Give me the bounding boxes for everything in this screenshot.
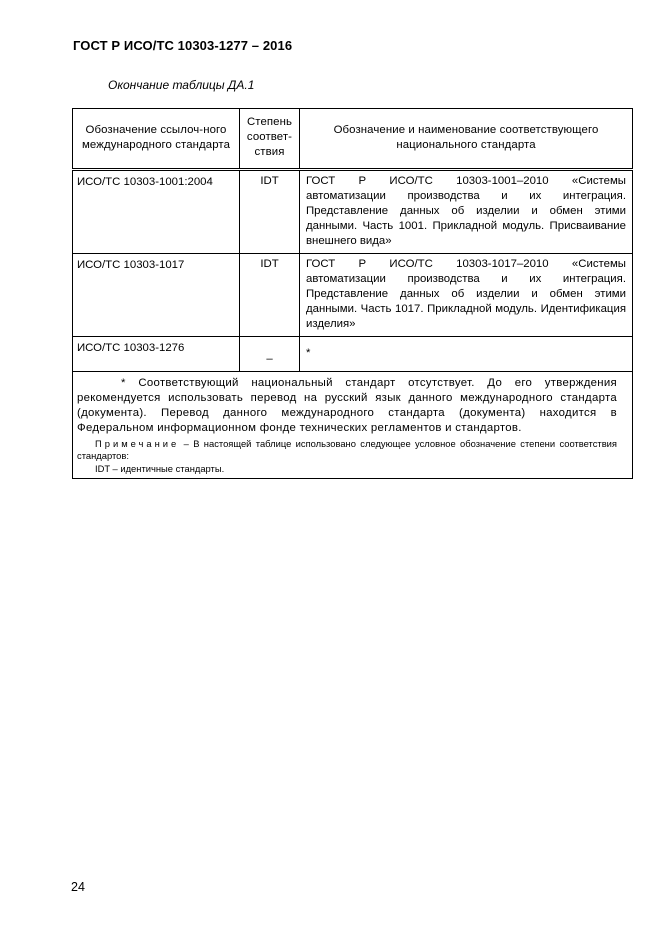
note-label: Примечание bbox=[95, 437, 180, 449]
table-row bbox=[73, 253, 633, 336]
cell-degree: IDT bbox=[240, 253, 300, 336]
cell-national-standard: ГОСТ Р ИСО/ТС 10303-1017–2010 «Системы автоматизации производства и их интеграция. Представление данных об изделии и обмен этими данными. Часть 1017. Прикладной модуль. Идентификация изделия» bbox=[300, 253, 633, 336]
table-row bbox=[73, 169, 633, 253]
cell-international-standard: ИСО/ТС 10303-1001:2004 bbox=[73, 169, 240, 253]
table-footnote-row bbox=[73, 371, 633, 479]
standards-table bbox=[72, 108, 633, 479]
footnote-cell bbox=[73, 371, 633, 479]
column-header-international: Обозначение ссылоч-ного международного стандарта bbox=[73, 109, 240, 170]
table-row bbox=[73, 336, 633, 371]
table-header-row bbox=[73, 109, 633, 170]
note-text: – В настоящей таблице использовано следующее условное обозначение степени соответствия стандартов: bbox=[77, 437, 617, 462]
column-header-national: Обозначение и наименование соответствующего национального стандарта bbox=[300, 109, 633, 170]
document-header: ГОСТ Р ИСО/ТС 10303-1277 – 2016 bbox=[73, 38, 293, 53]
cell-degree: – bbox=[240, 336, 300, 371]
cell-degree: IDT bbox=[240, 169, 300, 253]
cell-international-standard: ИСО/ТС 10303-1017 bbox=[73, 253, 240, 336]
column-header-degree: Степень соответ-ствия bbox=[240, 109, 300, 170]
footnote-text: * Соответствующий национальный стандарт отсутствует. До его утверждения рекомендуется использовать перевод на русский язык данного международного стандарта (документа). Перевод данного международного стандарта (документа) находится в Федеральном информационном фонде технических регламентов и стандартов. bbox=[77, 376, 617, 434]
cell-international-standard: ИСО/ТС 10303-1276 bbox=[73, 336, 240, 371]
table-caption: Окончание таблицы ДА.1 bbox=[108, 78, 255, 92]
note-item: IDT – идентичные стандарты. bbox=[95, 462, 225, 474]
page-number: 24 bbox=[71, 880, 85, 894]
note-paragraph bbox=[77, 438, 617, 463]
cell-national-standard: ГОСТ Р ИСО/ТС 10303-1001–2010 «Системы автоматизации производства и их интеграция. Представление данных об изделии и обмен этими данными. Часть 1001. Прикладной модуль. Присваивание внешнего вида» bbox=[300, 169, 633, 253]
cell-national-standard: * bbox=[300, 336, 633, 371]
